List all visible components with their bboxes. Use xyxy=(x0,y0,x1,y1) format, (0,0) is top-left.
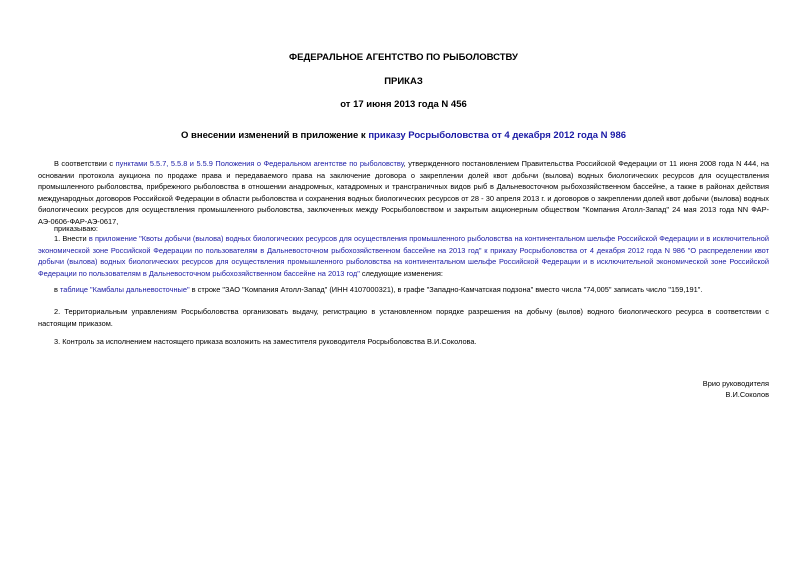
regulation-points-link[interactable]: пунктами 5.5.7, 5.5.8 и 5.5.9 Положения о Федеральном агентстве по рыболовству xyxy=(115,159,404,168)
title-prefix: О внесении изменений в приложение к xyxy=(180,130,369,141)
item-1-paragraph xyxy=(38,233,769,279)
appendix-link[interactable]: в приложение "Квоты добычи (вылова) водных биологических ресурсов для осуществления промышленного рыболовства на континентальном шельфе Российской Федерации и в исключительной экономической зоне Российской Федерации по пользователям в Дальневосточном рыбохозяйственном бассейне на 2013 год" к приказу Росрыболовства от 4 декабря 2012 года N 986 "О распределении квот добычи (вылова) водных биологических ресурсов для осуществления промышленного рыболовства на континентальном шельфе Российской Федерации и в исключительной экономической зоне Российской Федерации по пользователям в Дальневосточном рыбохозяйственном бассейне на 2013 год" xyxy=(38,234,769,278)
document-date-number: от 17 июня 2013 года N 456 xyxy=(340,99,467,110)
signature-name: В.И.Соколов xyxy=(725,390,769,399)
table-change-rest: в строке "ЗАО "Компания Атолл-Запад" (ИНН 4107000321), в графе "Западно-Камчатская подзона" вместо числа "74,005" записать число "159,191". xyxy=(189,285,703,294)
document-type: ПРИКАЗ xyxy=(384,76,423,87)
signature-role: Врио руководителя xyxy=(702,379,769,388)
preamble-paragraph xyxy=(38,158,769,228)
item-2-paragraph: 2. Территориальным управлениям Росрыболовства организовать выдачу, регистрацию в установленном порядке разрешения на добычу (вылов) водного биологического ресурса в соответствии с настоящим приказом. xyxy=(38,307,769,328)
item-1-prefix: 1. Внести xyxy=(54,234,89,243)
title-order-link[interactable]: приказу Росрыболовства от 4 декабря 2012 года N 986 xyxy=(368,130,627,141)
table-change-paragraph xyxy=(38,284,769,296)
preamble-intro: В соответствии с xyxy=(54,159,116,168)
preamble-rest: , утвержденного постановлением Правительства Российской Федерации от 11 июня 2008 года N 444, на основании протокола аукциона по продаже права и передаваемого права на заключение договора о закреплении долей квот добычи (вылова) водных биологических ресурсов для осуществления промышленного рыболовства, прибрежного рыболовства в отношении анадромных, катадромных и трансграничных видов рыб в Дальневосточном рыбохозяйственном бассейне, а также в районах действия международных договоров Российской Федерации в области рыболовства и сохранения водных биологических ресурсов от 28 - 30 апреля 2013 г. и договоров о закреплении долей квот добычи (вылова) водных биологических ресурсов для осуществления промышленного рыболовства, заключенных между Росрыболовством и закрытым акционерным обществом "Компания Атолл-Запад" 24 мая 2013 года NN ФАР-АЭ-0606-ФАР-АЭ-0617, xyxy=(38,159,769,226)
item-3-paragraph: 3. Контроль за исполнением настоящего приказа возложить на заместителя руководителя Росрыболовства В.И.Соколова. xyxy=(54,337,477,346)
order-word: приказываю: xyxy=(54,224,98,233)
agency-name: ФЕДЕРАЛЬНОЕ АГЕНТСТВО ПО РЫБОЛОВСТВУ xyxy=(289,52,518,63)
document-title xyxy=(38,130,769,141)
table-change-prefix: в xyxy=(54,285,60,294)
flounder-table-link[interactable]: таблице "Камбалы дальневосточные" xyxy=(59,285,190,294)
item-1-suffix: следующие изменения: xyxy=(359,268,443,278)
